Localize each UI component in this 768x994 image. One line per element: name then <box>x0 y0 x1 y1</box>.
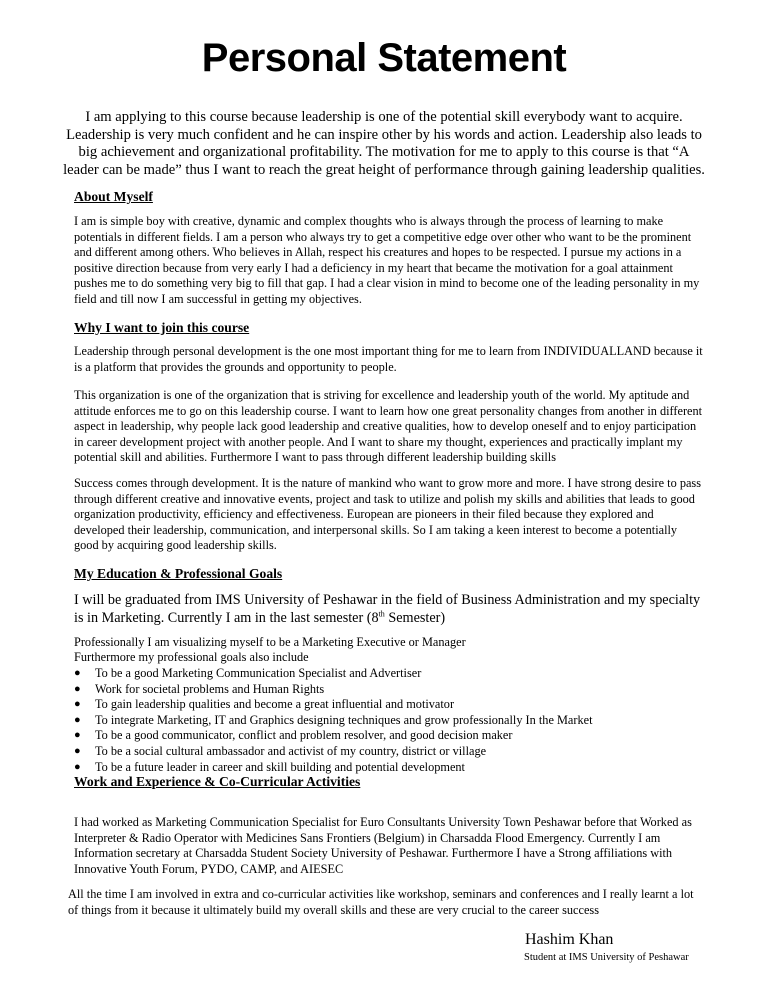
education-text: I will be graduated from IMS University of Peshawar in the field of Business Administration and my specialty is in Marketing. Currently I am in the last semester (8 <box>74 592 701 626</box>
why-paragraph-3: Success comes through development. It is the nature of mankind who want to grow more and more. I have strong desire to pass through different creative and innovative events, project and task to utilize and polish my skills and abilities that leads to good organization productivity, efficiency and effectiveness. European are pioneers in their filed because they explored and developed their leadership, communication, and interpersonal skills. So I am taking a keen interest to become a potentially good by acquiring good leadership skills. <box>74 476 701 553</box>
goal-text: Work for societal problems and Human Rights <box>95 681 325 696</box>
bullet-icon: ● <box>74 667 81 679</box>
goal-text: To be a future leader in career and skill building and potential development <box>95 759 465 774</box>
work-paragraph-1: I had worked as Marketing Communication Specialist for Euro Consultants University Town Peshawar before that Worked as Interpreter & Radio Operator with Medicines Sans Frontiers (Belgium) in Charsadda Flood Emergency. Currently I am Information secretary at Charsadda Student Society University of Peshawar. Furthermore I have a Strong affiliations with Innovative Youth Forum, PYDO, CAMP, and AIESEC <box>74 815 692 876</box>
list-item <box>74 713 714 729</box>
goal-text: To integrate Marketing, IT and Graphics designing techniques and grow professionally In the Market <box>95 712 593 727</box>
bullet-icon: ● <box>74 729 81 742</box>
bullet-icon: ● <box>74 698 81 711</box>
goal-text: To be a social cultural ambassador and activist of my country, district or village <box>95 743 487 758</box>
why-paragraph-2: This organization is one of the organization that is striving for excellence and leadership youth of the world. My aptitude and attitude enforces me to go on this leadership course. I want to learn how one great personality changes from another in different aspect in leadership, why people lack good leadership and creative qualities, how to develop oneself and to enjoy participation in career development project with another people. And I want to share my thought, experiences and practically implant my potential skill and abilities. Furthermore I want to pass through different leadership building skills <box>74 388 703 465</box>
work-paragraph-2: All the time I am involved in extra and co-curricular activities like workshop, seminars and conferences and I really learnt a lot of things from it because it ultimately build my overall skills and these are very crucial to the career success <box>68 887 694 917</box>
education-text-end: Semester) <box>384 610 446 626</box>
education-heading: My Education & Professional Goals <box>74 566 283 581</box>
bullet-icon: ● <box>74 760 81 773</box>
goal-text: To be a good Marketing Communication Specialist and Advertiser <box>95 666 422 680</box>
goal-text: To gain leadership qualities and become a great influential and motivator <box>95 697 455 712</box>
work-heading: Work and Experience & Co-Curricular Activities <box>74 774 361 789</box>
list-item <box>74 697 714 713</box>
professional-line-2: Furthermore my professional goals also include <box>74 650 309 664</box>
goals-list <box>74 666 714 775</box>
goal-text: To be a good communicator, conflict and problem resolver, and good decision maker <box>95 728 513 743</box>
intro-paragraph: I am applying to this course because leadership is one of the potential skill everybody want to acquire. Leadership is very much confident and he can inspire other by his words and action. Leadership also leads to big achievement and organizational profitability. The motivation for me to apply to this course is that “A leader can be made” thus I want to reach the great height of performance through gaining leadership qualities. <box>63 109 705 178</box>
why-paragraph-1: Leadership through personal development is the one most important thing for me to learn from INDIVIDUALLAND because it is a platform that provides the grounds and opportunity to people. <box>74 344 703 374</box>
professional-line-1: Professionally I am visualizing myself to be a Marketing Executive or Manager <box>74 635 466 649</box>
list-item <box>74 682 714 698</box>
why-heading: Why I want to join this course <box>74 320 250 335</box>
document-title: Personal Statement <box>201 36 567 80</box>
list-item <box>74 744 714 760</box>
semester-superscript: th <box>378 609 385 619</box>
list-item <box>74 666 714 682</box>
education-paragraph <box>74 591 704 627</box>
bullet-icon: ● <box>74 744 81 757</box>
list-item <box>74 728 714 744</box>
bullet-icon: ● <box>74 713 81 726</box>
about-heading: About Myself <box>74 189 153 204</box>
bullet-icon: ● <box>74 682 81 695</box>
signature-title: Student at IMS University of Peshawar <box>524 952 689 963</box>
signature-name: Hashim Khan <box>525 931 614 948</box>
about-paragraph: I am is simple boy with creative, dynamic and complex thoughts who is always through the process of learning to make potentials in different fields. I am a person who always try to get a competitive edge over other who want to be the prominent and different among others. Who believes in Allah, respect his creatures and hopes to be respected. I pursue my actions in a positive direction because from very early I had a deficiency in my heart that became the motivation for a goal attainment pushes me to do something very big to fill that gap. I had a clear vision in mind to become one of the leading personality in my field and till now I am successful in getting my objectives. <box>74 214 700 306</box>
